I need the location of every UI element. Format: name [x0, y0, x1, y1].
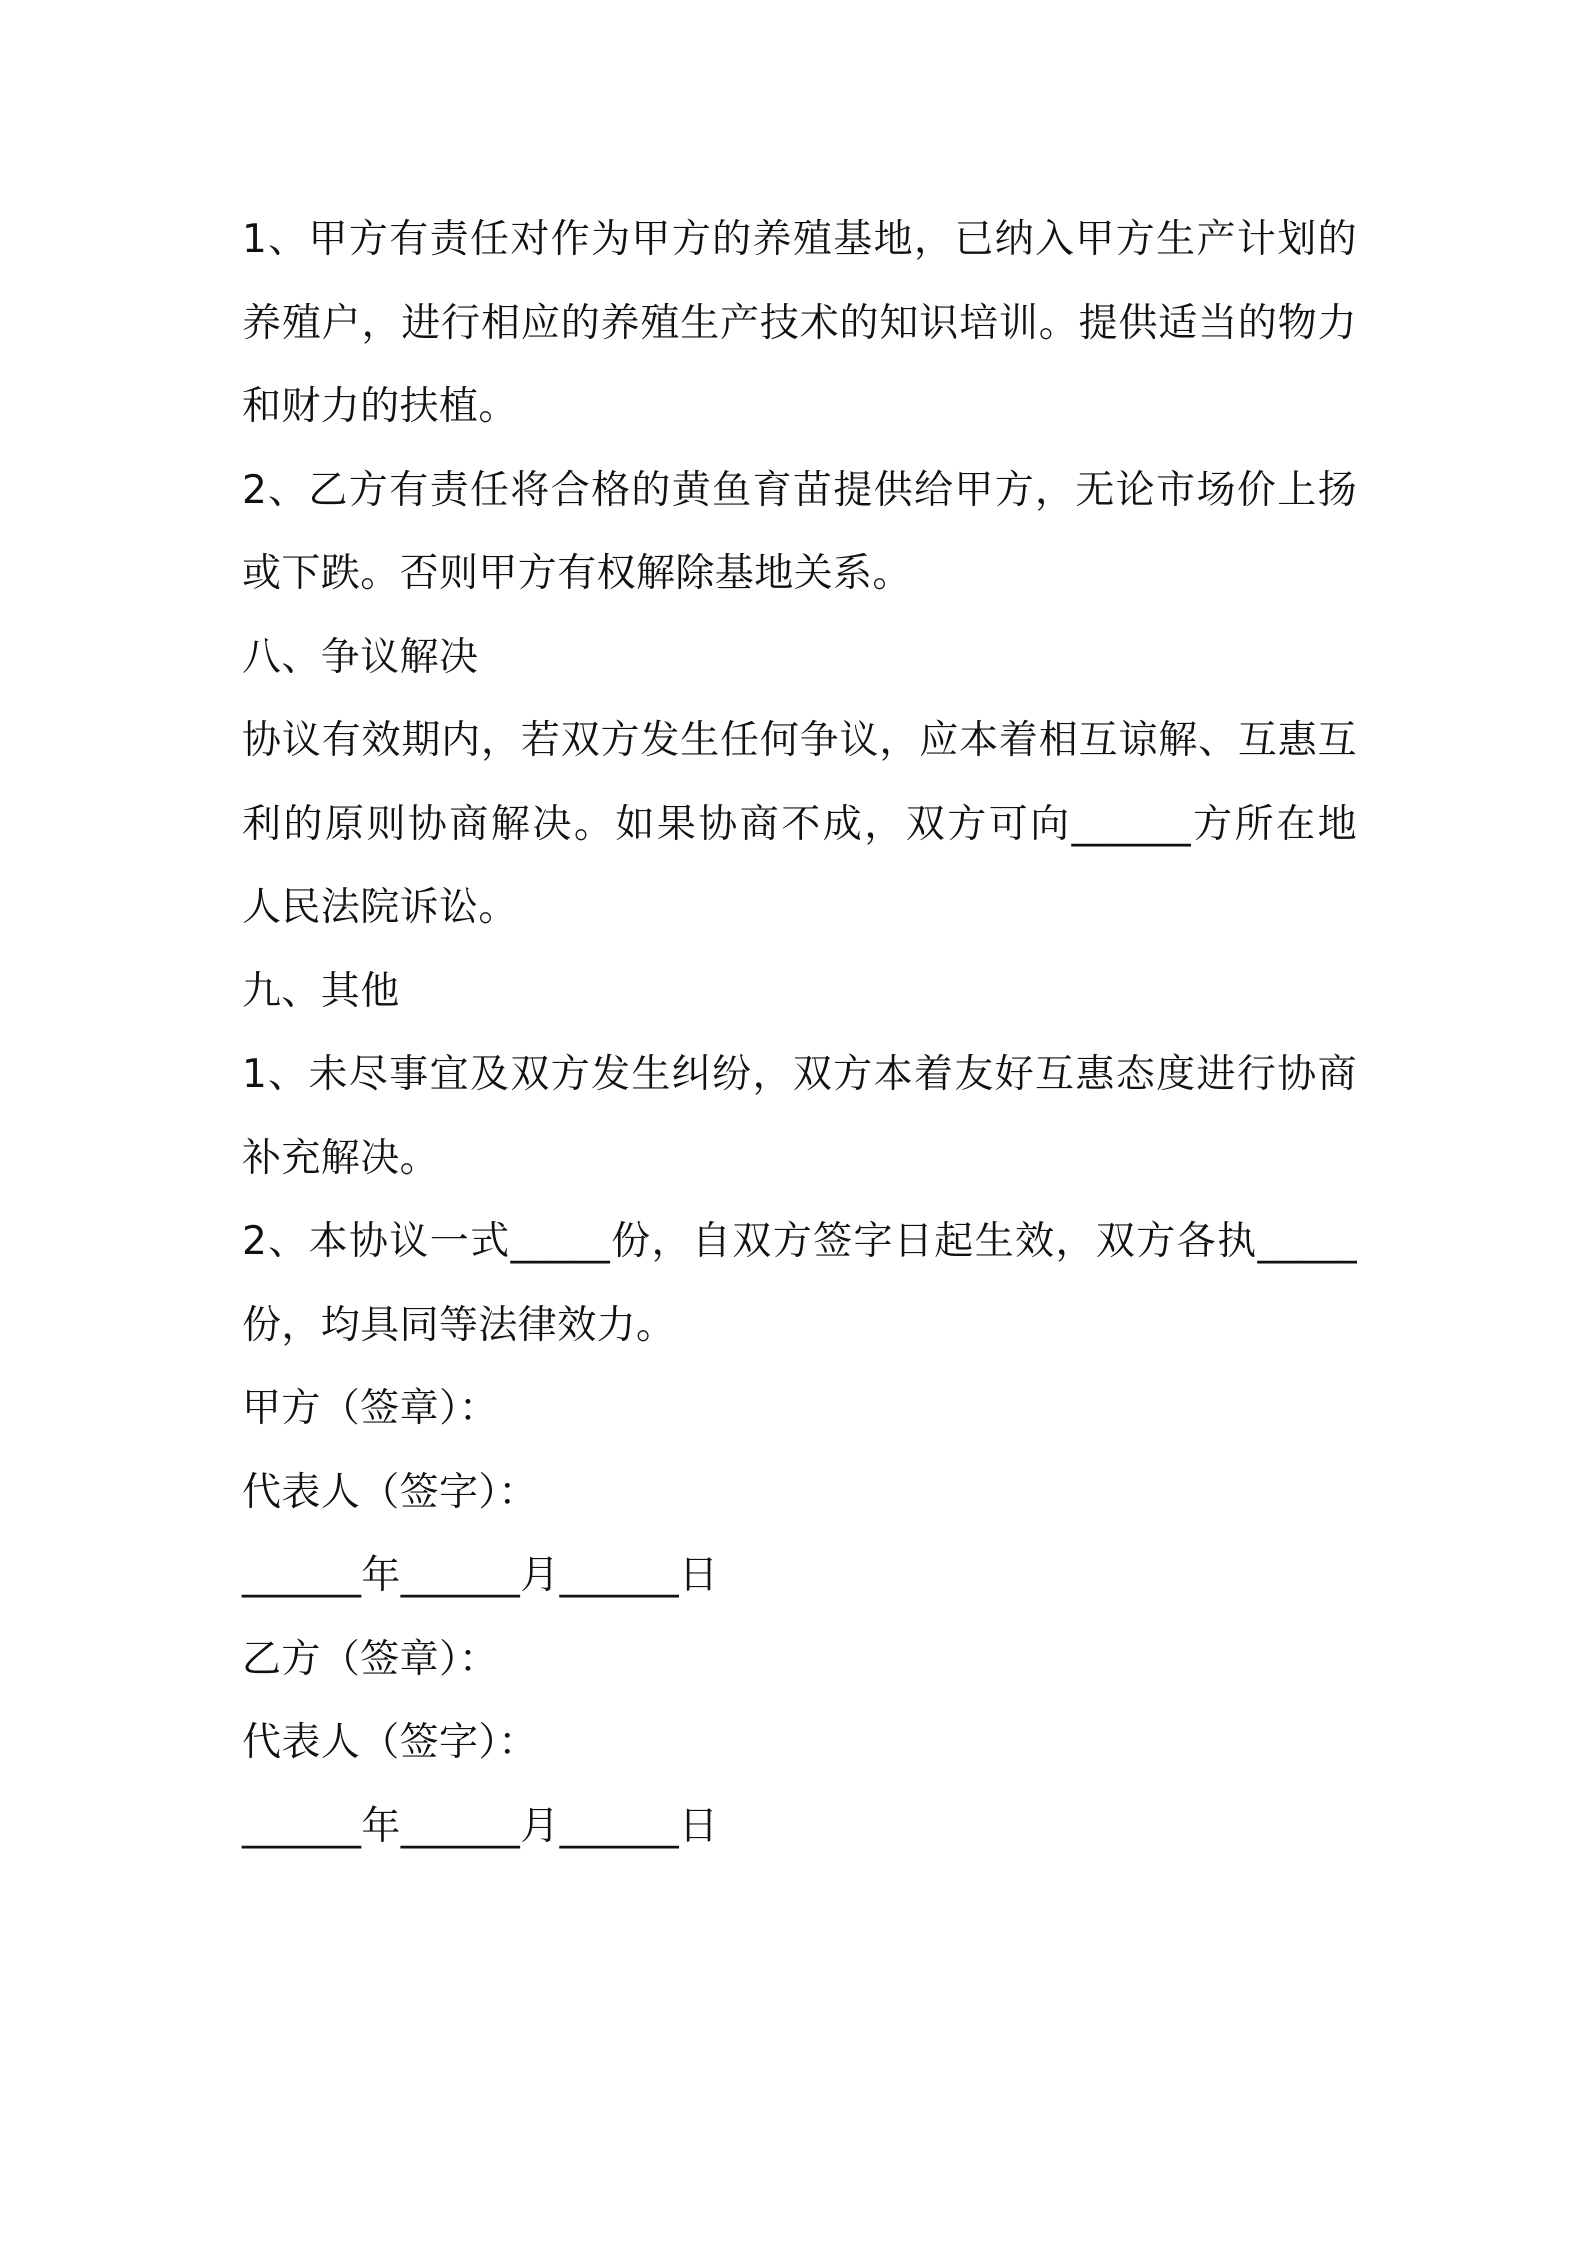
other-item-2-paragraph: [242, 1200, 1357, 1367]
paragraph-line: 2、本协议一式_____份，自双方签字日起生效，双方各执_____: [242, 1219, 1357, 1264]
paragraph-line: 利的原则协商解决。如果协商不成，双方可向______方所在地: [242, 801, 1357, 847]
other-item-1-paragraph: [242, 1033, 1357, 1200]
section-heading-other: 九、其他: [242, 968, 400, 1014]
paragraph-line: 1、甲方有责任对作为甲方的养殖基地，已纳入甲方生产计划的: [242, 217, 1357, 262]
clause-2-paragraph: [242, 449, 1357, 616]
clause-1-paragraph: [242, 198, 1357, 449]
paragraph-line: 补充解决。: [242, 1135, 440, 1181]
paragraph-line: 1、未尽事宜及双方发生纠纷，双方本着友好互惠态度进行协商: [242, 1052, 1357, 1097]
paragraph-line: 协议有效期内，若双方发生任何争议，应本着相互谅解、互惠互: [242, 718, 1357, 763]
dispute-resolution-paragraph: [242, 699, 1357, 950]
paragraph-line: 份，均具同等法律效力。: [242, 1302, 676, 1348]
signature-block-party-a: [242, 1367, 1357, 1618]
party-a-seal-label: 甲方（签章）：: [242, 1386, 499, 1431]
paragraph-line: 或下跌。否则甲方有权解除基地关系。: [242, 551, 912, 596]
party-a-date-line: ______年______月______日: [242, 1553, 719, 1598]
paragraph-line: 2、乙方有责任将合格的黄鱼育苗提供给甲方，无论市场价上扬: [242, 467, 1357, 513]
paragraph-line: 人民法院诉讼。: [242, 885, 518, 930]
section-heading-dispute-resolution: 八、争议解决: [242, 634, 479, 680]
document-body: [242, 198, 1357, 1868]
party-b-seal-label: 乙方（签章）：: [242, 1636, 499, 1682]
paragraph-line: 和财力的扶植。: [242, 384, 518, 429]
paragraph-line: 养殖户，进行相应的养殖生产技术的知识培训。提供适当的物力: [242, 300, 1357, 346]
party-b-representative-label: 代表人（签字）：: [242, 1720, 538, 1765]
party-b-date-line: ______年______月______日: [242, 1803, 719, 1849]
signature-block-party-b: [242, 1618, 1357, 1869]
party-a-representative-label: 代表人（签字）：: [242, 1469, 538, 1515]
